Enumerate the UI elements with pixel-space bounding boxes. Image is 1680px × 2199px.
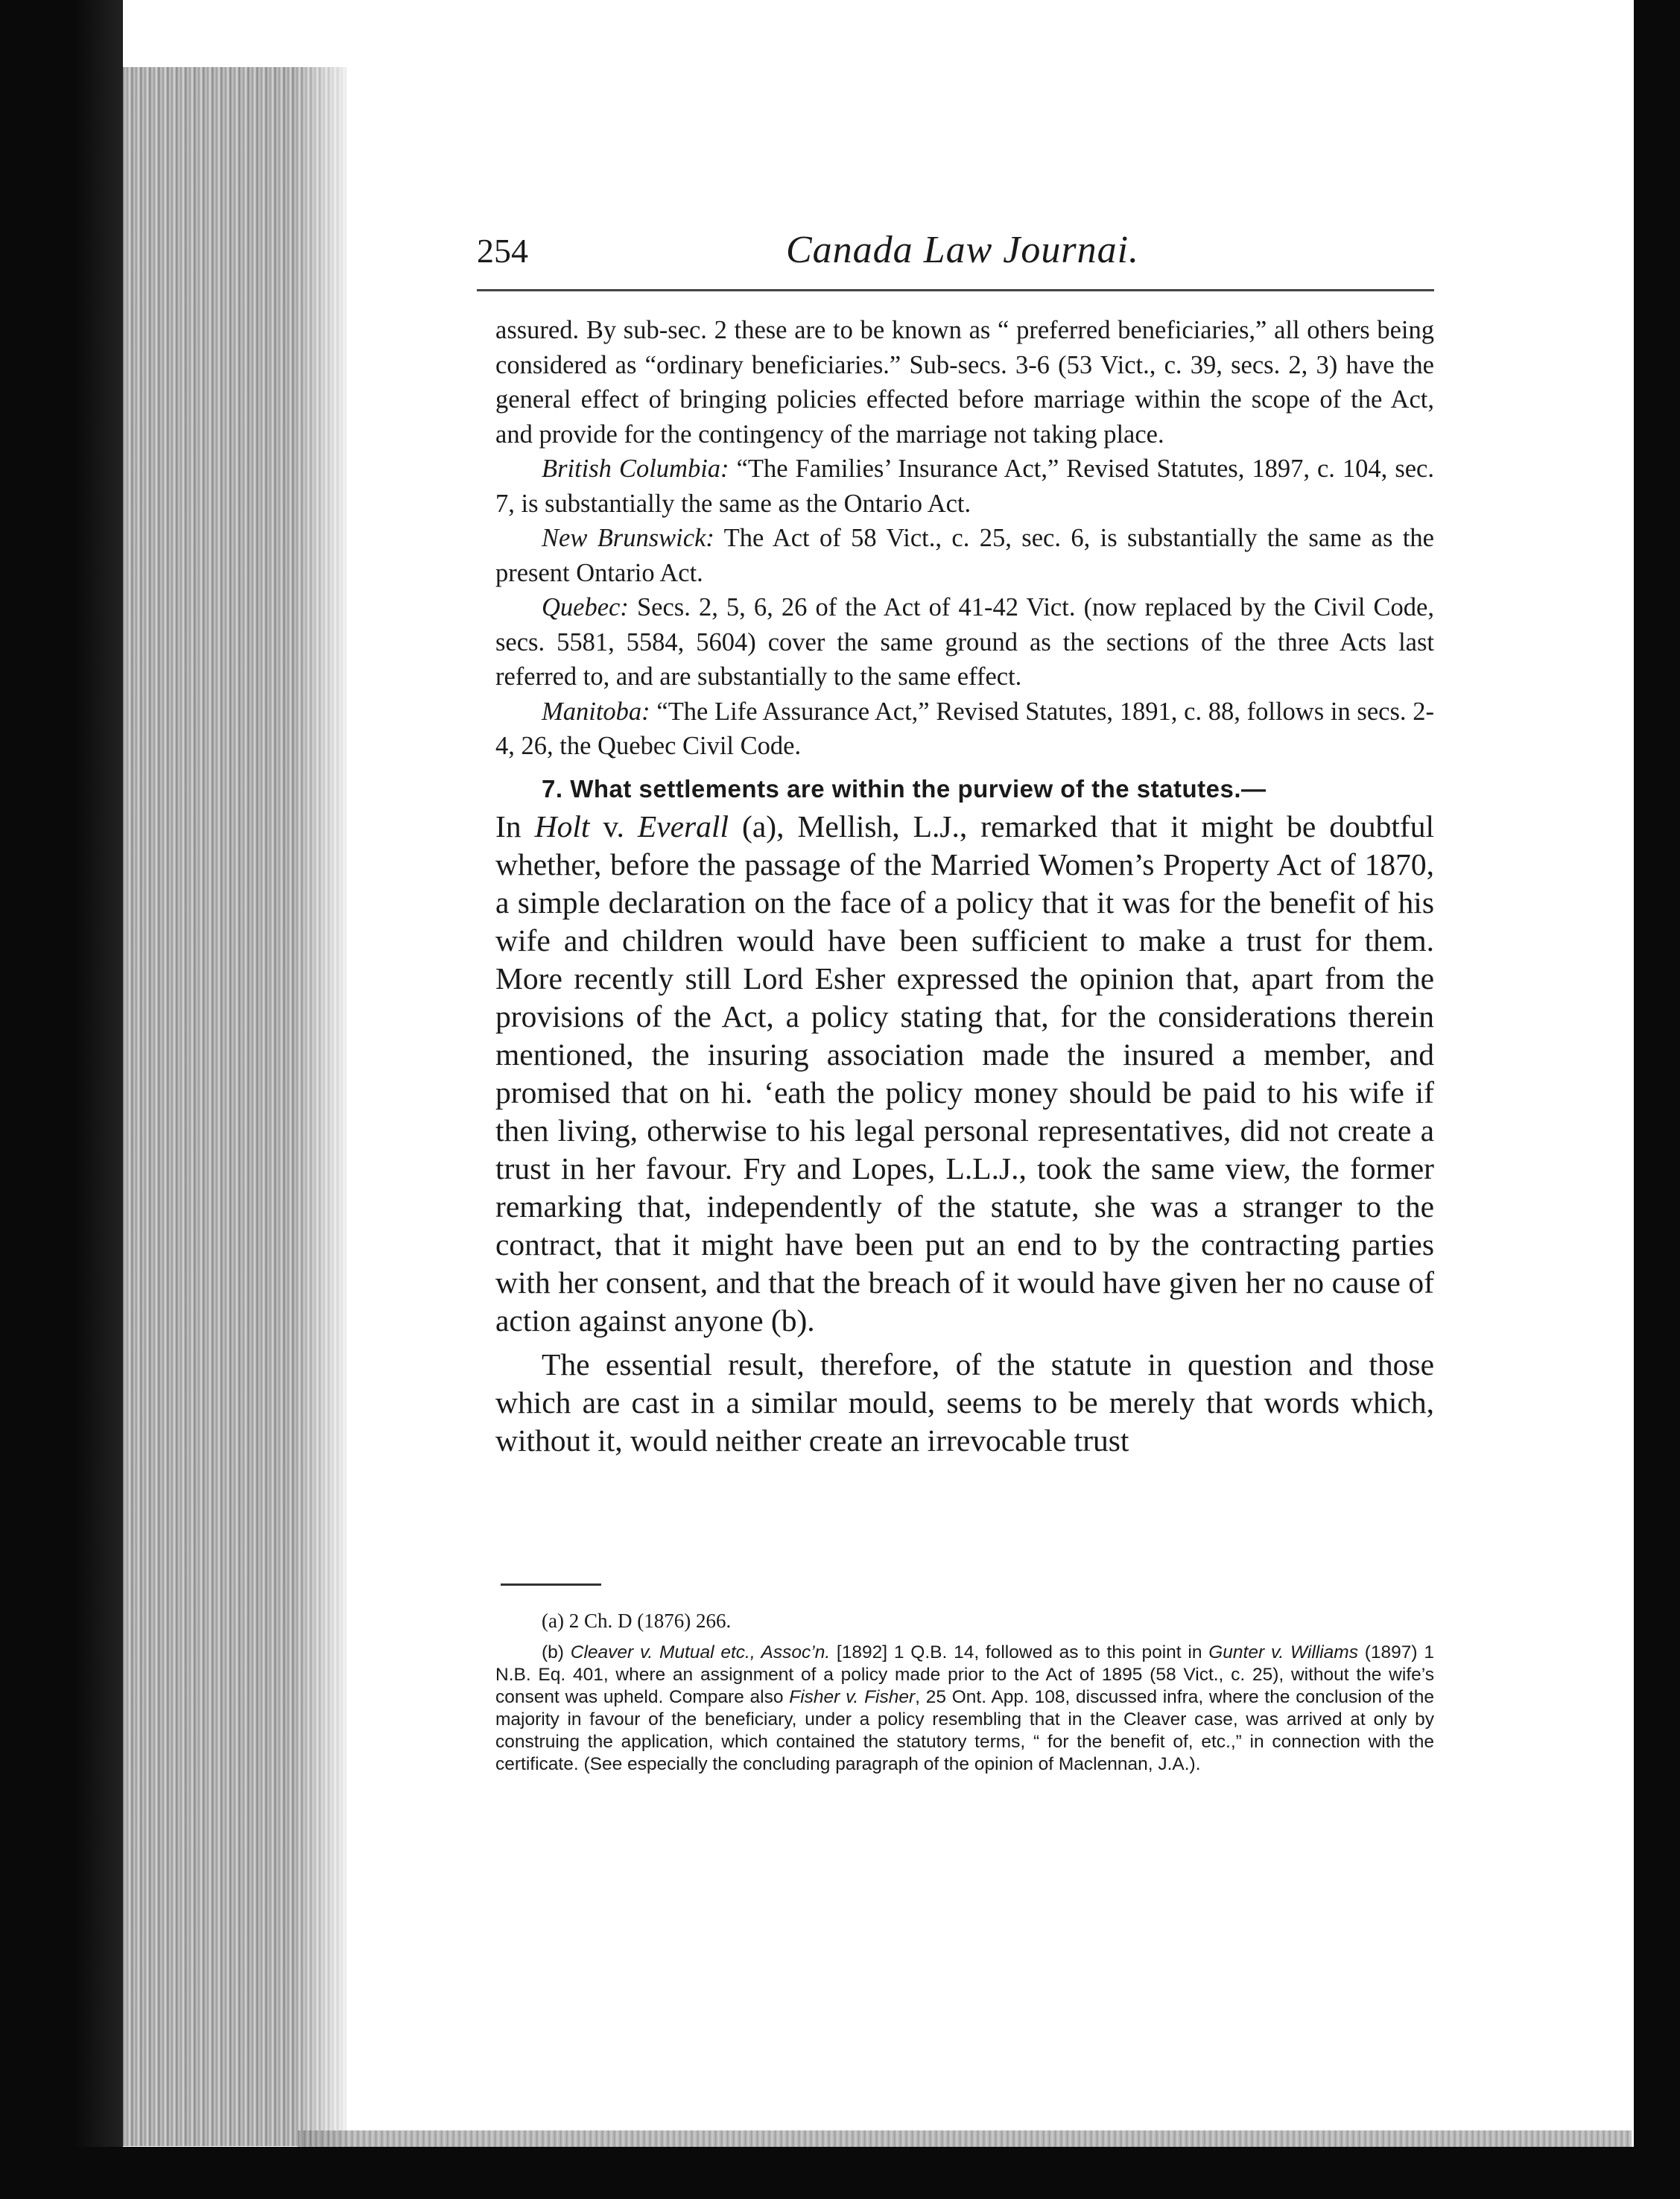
page-bottom-edge [298, 2130, 1632, 2147]
footnote-text: (b) [542, 1642, 571, 1662]
paragraph-manitoba [495, 694, 1434, 764]
footnote-text: [1892] 1 Q.B. 14, followed as to this point in [830, 1642, 1209, 1662]
footnotes [495, 1610, 1434, 1783]
paragraph-text: “The Families’ Insurance Act,” Revised Statutes, 1897, c. 104, sec. 7, is substantially the same as the Ontario Act. [495, 455, 1434, 518]
paragraph-text: (a), Mellish, L.J., remarked that it might be doubtful whether, before the passage of the Married Women’s Property Act of 1870, a simple declaration on the face of a policy that it was for the benefit of his wife and children would have been sufficient to make a trust for them. More recently still Lord Esher expressed the opinion that, apart from the provisions of the Act, a policy stating that, for the considerations therein mentioned, the insuring association made the insured a member, and promised that on hi. ʻeath the policy money should be paid to his wife if then living, otherwise to his legal personal representatives, did not create a trust in her favour. Fry and Lopes, L.L.J., took the same view, the former remarking that, independently of the statute, she was a stranger to the contract, that it might have been put an end to by the contracting parties with her consent, and that the breach of it would have given her no cause of action against anyone (b). [495, 809, 1434, 1338]
body-text [495, 313, 1434, 1460]
paragraph-text: In [495, 809, 535, 844]
case-name: Holt [534, 809, 590, 844]
paragraph-section-7 [495, 768, 1434, 1340]
section-heading: 7. What settlements are within the purview of the statutes.— [542, 774, 1267, 803]
paragraph-new-brunswick [495, 521, 1434, 590]
binding-shadow [294, 67, 361, 2146]
page-header [477, 231, 1434, 283]
page-number: 254 [477, 232, 528, 270]
paragraph-text: Secs. 2, 5, 6, 26 of the Act of 41-42 Vict. (now replaced by the Civil Code, secs. 5581, 5584, 5604) cover the same ground as the sections of the three Acts last referred to, and are substantially to the same effect. [495, 593, 1434, 691]
case-name: Cleaver v. Mutual etc., Assoc’n. [570, 1642, 831, 1662]
province-name: New Brunswick: [542, 524, 714, 552]
paragraph-quebec [495, 590, 1434, 694]
paragraph-essential-result: The essential result, therefore, of the statute in question and those which are cast in a similar mould, seems to be merely that words which, without it, would neither create an irrevocable trust [495, 1347, 1434, 1458]
scan-border-left [0, 0, 123, 2199]
case-name: Fisher v. Fisher [789, 1686, 916, 1707]
province-name: Quebec: [542, 593, 629, 621]
footnote-rule [501, 1583, 601, 1586]
footnote-b [495, 1642, 1434, 1776]
footnote-text: , 25 Ont. App. 108, discussed infra, where the conclusion of the majority in favour of the beneficiary, under a policy resembling that in the Cleaver case, was arrived at only by construing the application, which contained the statutory terms, “ for the benefit of, etc.,” in connection with the certificate. (See especially the concluding paragraph of the opinion of Maclennan, J.A.). [495, 1686, 1434, 1774]
scan-border-right [1634, 0, 1680, 2199]
paragraph-british-columbia [495, 452, 1434, 521]
header-rule [477, 289, 1434, 291]
running-title: Canada Law Journai. [786, 229, 1140, 271]
footnote-a: (a) 2 Ch. D (1876) 266. [542, 1610, 732, 1632]
footnote-text: (1897) 1 N.B. Eq. 401, where an assignment of a policy made prior to the Act of 1895 (58 Vict., c. 25), without the wife’s consent was upheld. Compare also [495, 1642, 1434, 1707]
scan-border-bottom [0, 2147, 1680, 2199]
case-name: Gunter v. Williams [1208, 1642, 1358, 1662]
paragraph-text: The Act of 58 Vict., c. 25, sec. 6, is substantially the same as the present Ontario Act. [495, 524, 1434, 587]
case-name: Everall [637, 809, 729, 844]
province-name: British Columbia: [542, 455, 729, 483]
paragraph-ontario-continued: assured. By sub-sec. 2 these are to be known as “ preferred beneficiaries,” all others being considered as “ordinary beneficiaries.” Sub-secs. 3-6 (53 Vict., c. 39, secs. 2, 3) have the general effect of bringing policies effected before marriage within the scope of the Act, and provide for the contingency of the marriage not taking place. [495, 316, 1434, 449]
province-name: Manitoba: [542, 697, 650, 726]
paragraph-text: “The Life Assurance Act,” Revised Statutes, 1891, c. 88, follows in secs. 2-4, 26, the Quebec Civil Code. [495, 697, 1434, 760]
paragraph-text: v. [589, 809, 638, 844]
